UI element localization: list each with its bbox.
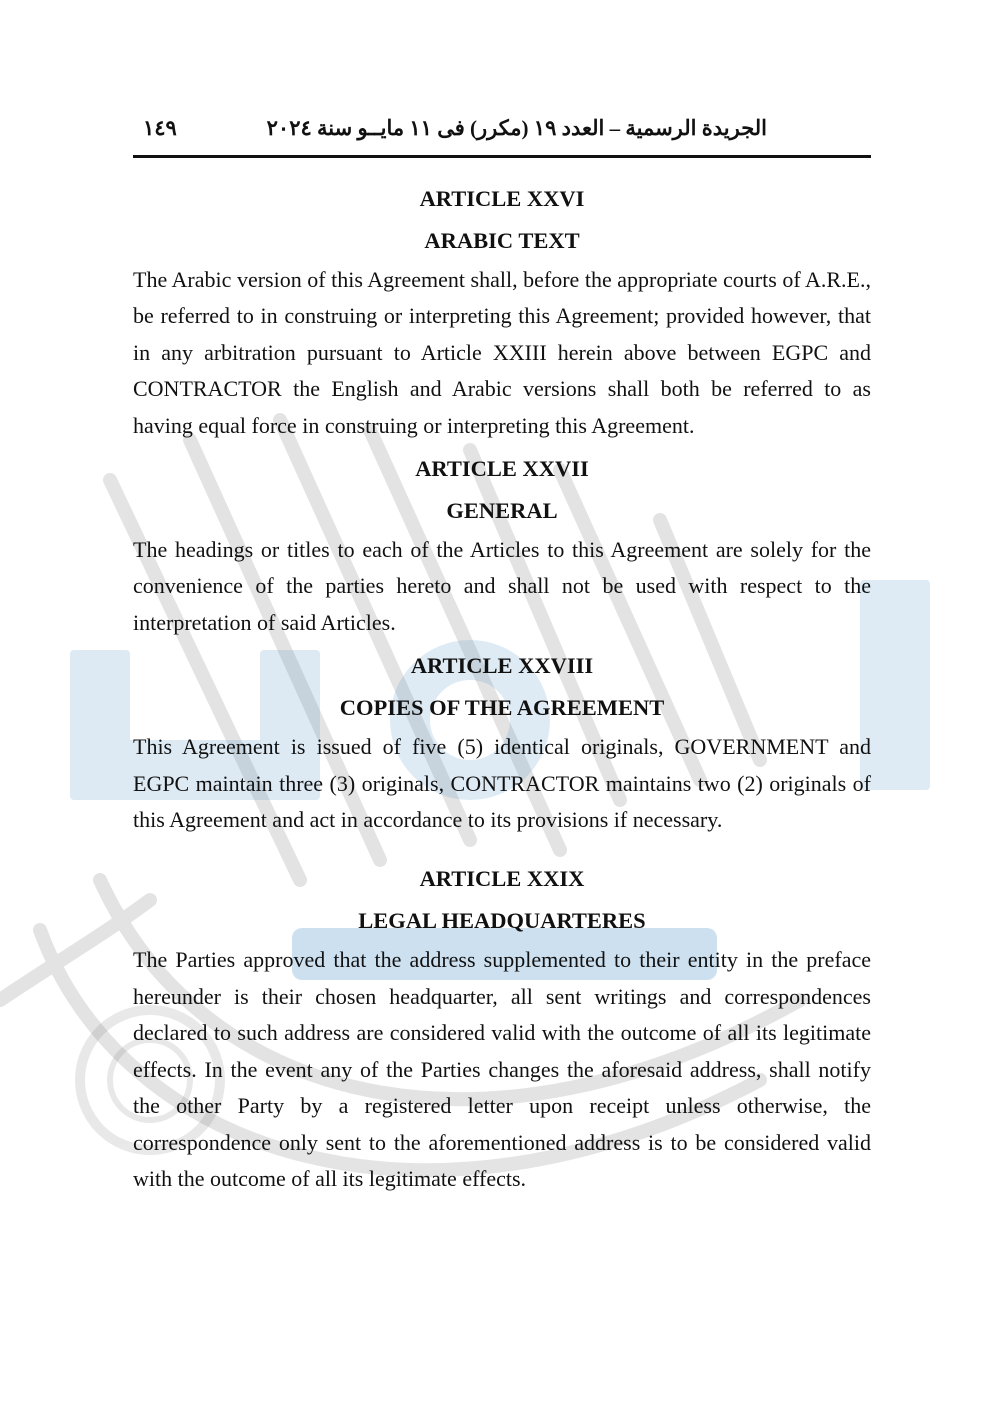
article-section <box>133 178 871 444</box>
article-section <box>133 448 871 641</box>
article-number: ARTICLE XXVIII <box>410 653 594 679</box>
article-heading: LEGAL HEADQUARTERES <box>358 908 646 934</box>
article-number: ARTICLE XXIX <box>419 866 585 892</box>
article-body: The headings or titles to each of the Articles to this Agreement are solely for the convenience of the parties hereto and shall not be used with respect to the interpretation of said Articles. <box>133 537 871 635</box>
page-header <box>133 112 871 148</box>
article-number: ARTICLE XXVI <box>419 186 585 211</box>
article-number: ARTICLE XXVII <box>415 456 589 482</box>
article-section <box>133 858 871 1197</box>
gazette-title: الجريدة الرسمية – العدد ١٩ (مكرر) فى ١١ مايــو سنة ٢٠٢٤ <box>266 116 767 140</box>
document-body <box>133 178 871 1197</box>
article-heading: GENERAL <box>446 498 558 524</box>
page-number: ١٤٩ <box>143 116 177 140</box>
article-body: This Agreement is issued of five (5) identical originals, GOVERNMENT and EGPC maintain three (3) originals, CONTRACTOR maintains two (2) originals of this Agreement and act in accordance to its provisions if necessary. <box>133 734 871 833</box>
article-section <box>133 645 871 838</box>
article-heading: ARABIC TEXT <box>424 228 580 253</box>
article-heading: COPIES OF THE AGREEMENT <box>339 695 665 721</box>
header-divider <box>133 155 871 158</box>
article-body: The Arabic version of this Agreement shall, before the appropriate courts of A.R.E., be referred to in construing or interpreting this Agreement; provided however, that in any arbitration pursuant to Article XXIII herein above between EGPC and CONTRACTOR the English and Arabic versions shall both be referred to as having equal force in construing or interpreting this Agreement. <box>133 267 871 438</box>
article-body: The Parties approved that the address supplemented to their entity in the preface hereunder is their chosen headquarter, all sent writings and correspondences declared to such address are considered valid with the outcome of all its legitimate effects. In the event any of the Parties changes the aforesaid address, shall notify the other Party by a registered letter upon receipt unless otherwise, the correspondence only sent to the aforementioned address is to be considered valid with the outcome of all its legitimate effects. <box>133 947 871 1191</box>
